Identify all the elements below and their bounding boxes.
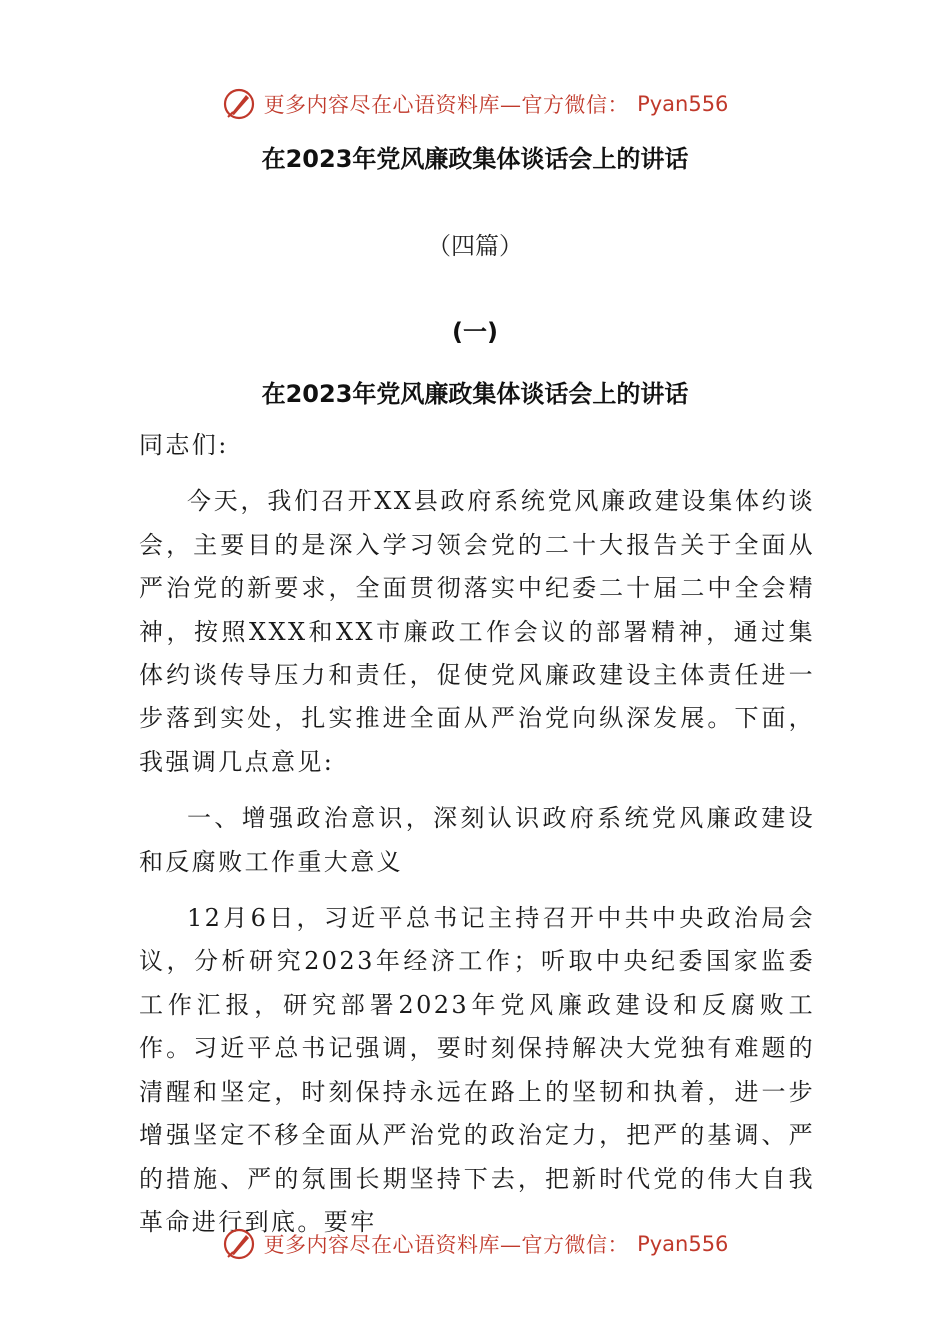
watermark-banner-bottom (0, 1224, 950, 1264)
watermark-text: 更多内容尽在心语资料库—官方微信： (263, 1233, 630, 1257)
watermark-text: 更多内容尽在心语资料库—官方微信： (263, 93, 630, 117)
body-paragraph: 今天，我们召开XX县政府系统党风廉政建设集体约谈会，主要目的是深入学习领会党的二十大报告关于全面从严治党的新要求，全面贯彻落实中纪委二十届二中全会精神，按照XXX和XX市廉政工作会议的部署精神，通过集体约谈传导压力和责任，促使党风廉政建设主体责任进一步落到实处，扎实推进全面从严治党向纵深发展。下面，我强调几点意见: (139, 487, 815, 776)
section-number: (一) (452, 318, 498, 346)
body-paragraph: 12月6日，习近平总书记主持召开中共中央政治局会议，分析研究2023年经济工作；听取中央纪委国家监委工作汇报，研究部署2023年党风廉政建设和反腐败工作。习近平总书记强调，要时刻保持解决大党独有难题的清醒和坚定，时刻保持永远在路上的坚韧和执着，进一步增强坚定不移全面从严治党的政治定力，把严的基调、严的措施、严的氛围长期坚持下去，把新时代党的伟大自我革命进行到底。要牢 (139, 904, 815, 1236)
salutation: 同志们: (139, 431, 229, 459)
watermark-wechat-id: Pyan556 (637, 1232, 729, 1256)
watermark-wechat-id: Pyan556 (637, 92, 729, 116)
section-title: 在2023年党风廉政集体谈话会上的讲话 (261, 380, 689, 408)
section-heading: 一、增强政治意识，深刻认识政府系统党风廉政建设和反腐败工作重大意义 (139, 804, 815, 876)
quill-pen-logo-icon (222, 1227, 256, 1261)
document-title: 在2023年党风廉政集体谈话会上的讲话 (261, 145, 689, 173)
document-body (139, 424, 815, 1244)
watermark-banner-top (0, 84, 950, 124)
document-subtitle: （四篇） (427, 232, 523, 260)
quill-pen-logo-icon (222, 87, 256, 121)
